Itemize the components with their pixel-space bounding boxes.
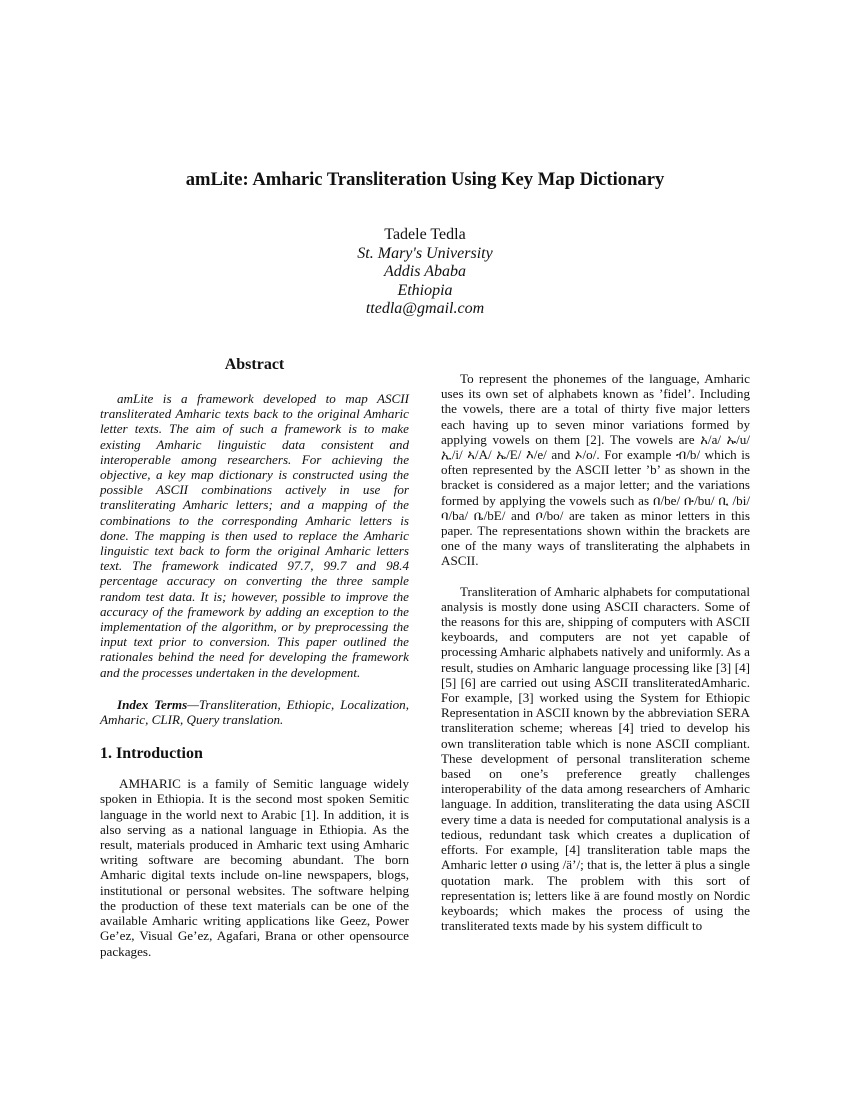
author-block — [0, 226, 850, 319]
index-terms — [100, 697, 409, 727]
author-city: Addis Ababa — [384, 263, 466, 281]
body-paragraph: To represent the phonemes of the language, Amharic uses its own set of alphabets known as ’fidel’. Including the vowels, there are a total of thirty five major letters each having up to seven minor variations formed by applying vowels on them [2]. The vowels are አ/a/ ኡ/u/ ኢ/i/ ኣ/A/ ኤ/E/ እ/e/ and ኦ/o/. For example ብ/b/ which is often represented by the ASCII letter ’b’ as shown in the bracket is considered as a major letter; and the variations formed by applying the vowels such as በ/be/ ቡ/bu/ ቢ /bi/ ባ/ba/ ቤ/bE/ and ቦ/bo/ are taken as minor letters in this paper. The representations shown within the brackets are one of the many ways of transliterating the alphabets in ASCII. — [441, 371, 750, 569]
introduction-paragraph: AMHARIC is a family of Semitic language widely spoken in Ethiopia. It is the second most spoken Semitic language in the world next to Arabic [1]. In addition, it is also serving as a national language in Ethiopia. As the result, materials produced in Amharic text using Amharic writing software are becoming abundant. The born Amharic digital texts include on-line newspapers, blogs, institutional or personal websites. The software helping the production of these text materials can be one of the available Amharic writing applications like Geez, Power Ge’ez, Visual Ge’ez, Agafari, Brana or other opensource packages. — [100, 776, 409, 959]
paper-title: amLite: Amharic Transliteration Using Key Map Dictionary — [185, 169, 665, 190]
author-country: Ethiopia — [397, 281, 453, 299]
author-affiliation: St. Mary's University — [357, 244, 493, 262]
right-column — [441, 371, 750, 933]
left-column — [100, 355, 409, 959]
index-terms-label: Index Terms — [117, 696, 188, 712]
introduction-heading: 1. Introduction — [100, 745, 203, 763]
body-paragraph: Transliteration of Amharic alphabets for computational analysis is mostly done using ASCII characters. Some of the reasons for this are, shipping of computers with ASCII keyboards, and computers are not yet capable of processing Amharic alphabets natively and uniformly. As a result, studies on Amharic language processing like [3] [4] [5] [6] are carried out using ASCII transliteratedAmharic. For example, [3] worked using the System for Ethiopic Representation in ASCII known by the abbreviation SERA transliteration scheme; whereas [4] tried to develop his own transliteration table which is none ASCII compliant. These development of personal transliteration scheme based on one’s preference greatly challenges interoperability of the data among researchers of Amharic language. In addition, transliterating the data using ASCII every time a data is needed for computational analysis is a tedious, redundant task which creates a duplication of efforts. For example, [4] transliteration table maps the Amharic letter ዐ using /ä’/; that is, the letter ä plus a single quotation mark. The problem with this sort of representation is; letters like ä are found mostly on Nordic keyboards; which makes the process of using the transliterated texts made by his system difficult to — [441, 583, 750, 934]
author-name: Tadele Tedla — [384, 226, 466, 243]
author-email: ttedla@gmail.com — [365, 300, 485, 318]
abstract-heading: Abstract — [224, 356, 285, 373]
abstract-text: amLite is a framework developed to map ASCII transliterated Amharic texts back to the original Amharic letter texts. The aim of such a framework is to make existing Amharic linguistic data consistent and interoperable among researchers. For achieving the objective, a key map dictionary is constructed using the possible ASCII combinations actively in use for transliterating Amharic letters; and a mapping of the combinations to the corresponding Amharic letters is done. The mapping is then used to replace the Amharic linguistic text back to form the original Amharic letters text. The framework indicated 97.7, 99.7 and 98.4 percentage accuracy on converting the three sample random test data. It is; however, possible to improve the accuracy of the framework by adding an exception to the implementation of the algorithm, or by preprocessing the input text prior to conversion. This paper outlined the rationales behind the need for developing the framework and the processes undertaken in the development. — [100, 391, 409, 680]
index-terms-text: —Transliteration, Ethiopic, Localization, Amharic, CLIR, Query translation. — [100, 696, 409, 728]
